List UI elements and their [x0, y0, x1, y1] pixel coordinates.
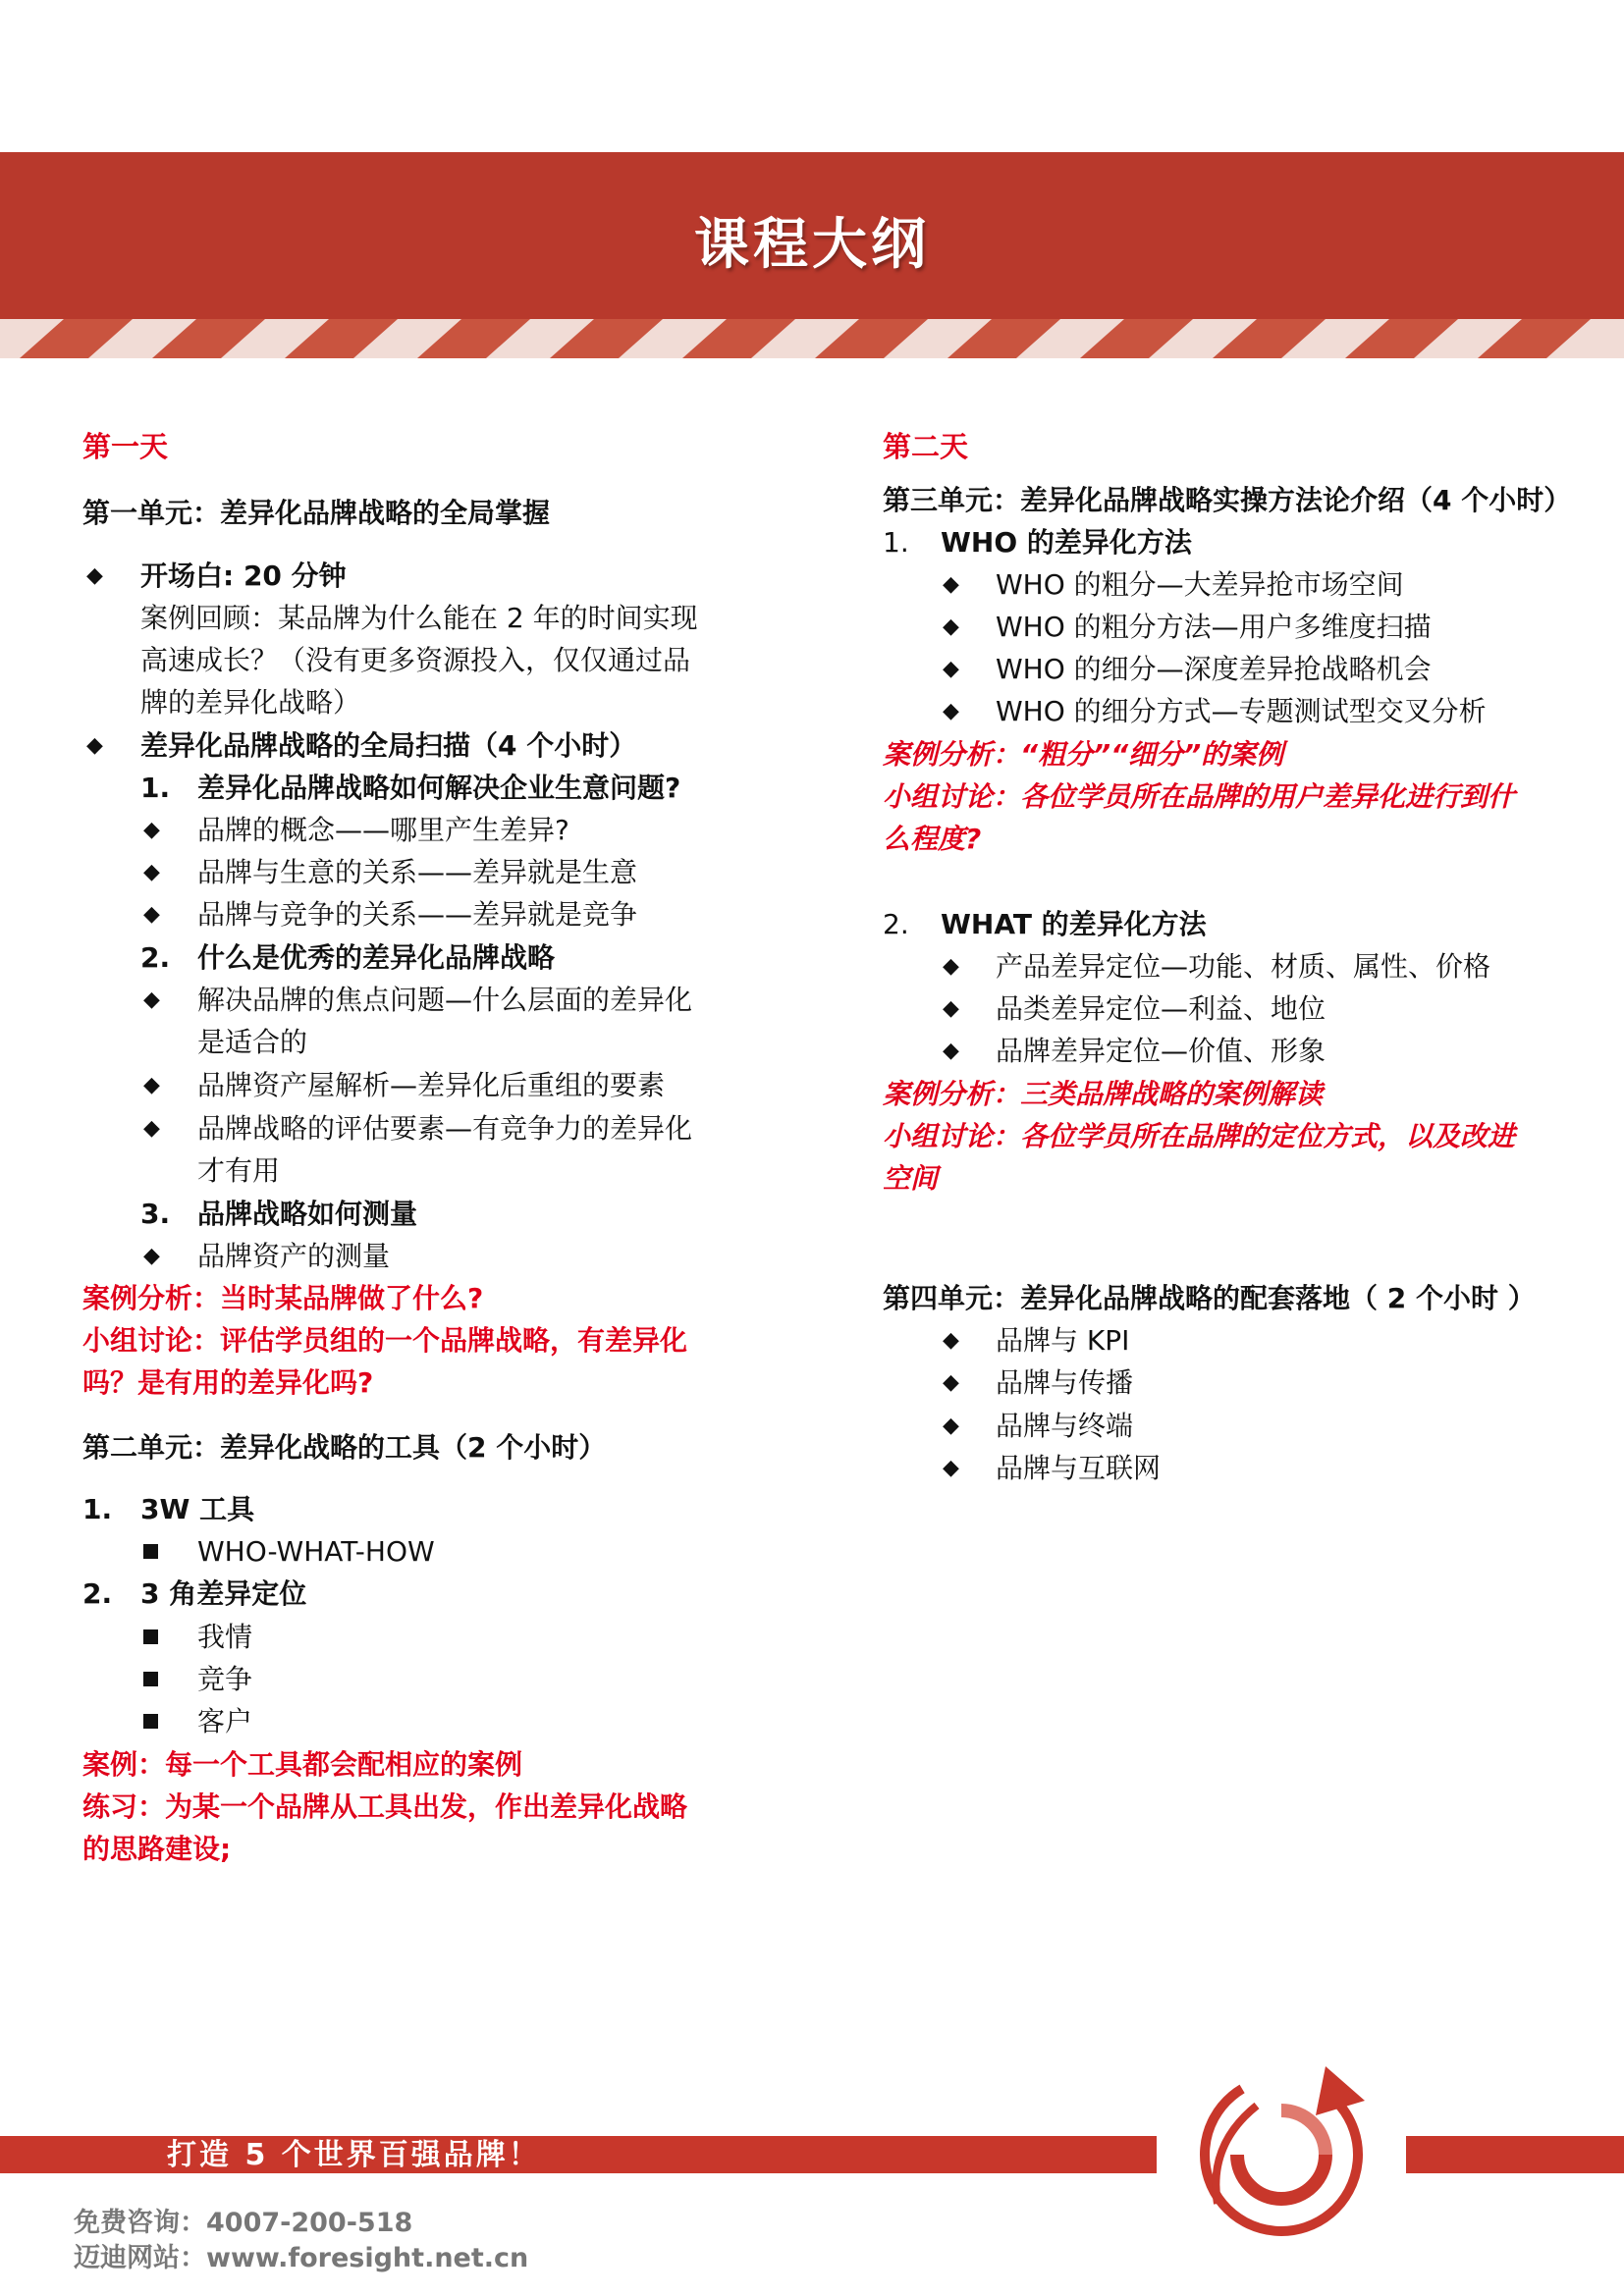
- decorative-stripe: [0, 319, 1624, 358]
- opening-title: 开场白: 20 分钟: [140, 560, 347, 592]
- m2-title: WHAT 的差异化方法: [941, 908, 1207, 940]
- m2-case: 案例分析：三类品牌战略的案例解读: [883, 1078, 1324, 1110]
- diamond-bullet-icon: ◆: [143, 988, 160, 1012]
- unit1-discuss-2: 吗？是有用的差异化吗?: [82, 1366, 374, 1399]
- diamond-bullet-icon: ◆: [943, 614, 959, 639]
- diamond-bullet-icon: ◆: [143, 818, 160, 842]
- unit2-title: 第二单元：差异化战略的工具（2 个小时）: [82, 1431, 607, 1464]
- q2-item-3a: 品牌战略的评估要素—有竞争力的差异化: [197, 1112, 693, 1145]
- m1-discuss-1: 小组讨论：各位学员所在品牌的用户差异化进行到什: [883, 780, 1516, 813]
- q1-number: 1.: [140, 772, 171, 804]
- diamond-bullet-icon: ◆: [143, 1116, 160, 1141]
- website-label: 迈迪网站：: [74, 2243, 206, 2273]
- scan-title: 差异化品牌战略的全局扫描（4 个小时）: [140, 729, 637, 762]
- phone-label: 免费咨询：: [74, 2208, 206, 2238]
- diamond-bullet-icon: ◆: [143, 1073, 160, 1097]
- diamond-bullet-icon: ◆: [143, 902, 160, 927]
- q1-item-3: 品牌与竞争的关系——差异就是竞争: [197, 898, 638, 931]
- diamond-bullet-icon: ◆: [86, 733, 103, 758]
- unit1-discuss-1: 小组讨论：评估学员组的一个品牌战略，有差异化: [82, 1324, 688, 1357]
- diamond-bullet-icon: ◆: [943, 657, 959, 681]
- unit3-title: 第三单元：差异化品牌战略实操方法论介绍（4 个小时）: [883, 484, 1572, 516]
- diamond-bullet-icon: ◆: [943, 1039, 959, 1063]
- diamond-bullet-icon: ◆: [143, 1244, 160, 1268]
- q2-title: 什么是优秀的差异化品牌战略: [197, 941, 556, 974]
- unit2-case: 案例：每一个工具都会配相应的案例: [82, 1748, 523, 1781]
- m1-item-3: WHO 的细分—深度差异抢战略机会: [996, 653, 1432, 685]
- unit4-item-1: 品牌与 KPI: [996, 1324, 1130, 1357]
- m2-item-1: 产品差异定位—功能、材质、属性、价格: [996, 950, 1491, 983]
- m2-number: 2.: [883, 908, 909, 940]
- t2-item-2: 竞争: [197, 1663, 253, 1695]
- unit4-item-4: 品牌与互联网: [996, 1452, 1162, 1484]
- footer-bar-right: [1406, 2136, 1624, 2173]
- q2-number: 2.: [140, 941, 171, 974]
- t2-number: 2.: [82, 1577, 113, 1610]
- unit1-title: 第一单元：差异化品牌战略的全局掌握: [82, 497, 551, 529]
- unit4-title: 第四单元：差异化品牌战略的配套落地（ 2 个小时 ）: [883, 1282, 1536, 1314]
- website-line: [74, 2241, 528, 2276]
- q2-item-2: 品牌资产屋解析—差异化后重组的要素: [197, 1069, 666, 1101]
- q1-item-2: 品牌与生意的关系——差异就是生意: [197, 856, 638, 888]
- m1-item-4: WHO 的细分方式—专题测试型交叉分析: [996, 695, 1487, 727]
- q3-item-1: 品牌资产的测量: [197, 1240, 391, 1272]
- m1-discuss-2: 么程度?: [883, 823, 982, 855]
- diamond-bullet-icon: ◆: [143, 860, 160, 884]
- q2-item-3b: 才有用: [197, 1154, 281, 1187]
- unit2-practice-2: 的思路建设;: [82, 1833, 232, 1865]
- t1-title: 3W 工具: [140, 1493, 255, 1525]
- page-title: 课程大纲: [694, 213, 930, 277]
- m1-title: WHO 的差异化方法: [941, 526, 1192, 559]
- t2-item-1: 我情: [197, 1621, 253, 1653]
- day2-label: 第二天: [883, 430, 969, 463]
- website-url[interactable]: www.foresight.net.cn: [206, 2243, 529, 2273]
- footer-slogan: 打造 5 个世界百强品牌！: [167, 2138, 541, 2172]
- diamond-bullet-icon: ◆: [86, 563, 103, 588]
- m1-item-2: WHO 的粗分方法—用户多维度扫描: [996, 611, 1432, 643]
- unit4-item-3: 品牌与终端: [996, 1410, 1134, 1442]
- q1-item-1: 品牌的概念——哪里产生差异?: [197, 814, 569, 846]
- opening-desc-1: 案例回顾：某品牌为什么能在 2 年的时间实现: [140, 602, 698, 634]
- diamond-bullet-icon: ◆: [943, 1456, 959, 1480]
- diamond-bullet-icon: ◆: [943, 996, 959, 1021]
- t1-item-1: WHO-WHAT-HOW: [197, 1535, 435, 1568]
- t2-item-3: 客户: [197, 1705, 253, 1737]
- square-bullet-icon: [143, 1629, 158, 1644]
- square-bullet-icon: [143, 1544, 158, 1559]
- square-bullet-icon: [143, 1672, 158, 1686]
- t2-title: 3 角差异定位: [140, 1577, 307, 1610]
- diamond-bullet-icon: ◆: [943, 1370, 959, 1395]
- q2-item-1a: 解决品牌的焦点问题—什么层面的差异化: [197, 984, 693, 1016]
- opening-desc-2: 高速成长？（没有更多资源投入，仅仅通过品: [140, 644, 691, 676]
- m1-item-1: WHO 的粗分—大差异抢市场空间: [996, 568, 1404, 601]
- unit2-practice-1: 练习：为某一个品牌从工具出发，作出差异化战略: [82, 1790, 688, 1823]
- m1-case: 案例分析：“粗分”“细分”的案例: [883, 738, 1284, 771]
- phone-number: 4007-200-518: [206, 2208, 413, 2238]
- q1-title: 差异化品牌战略如何解决企业生意问题?: [197, 772, 681, 804]
- day1-label: 第一天: [82, 430, 169, 463]
- phone-line: [74, 2206, 412, 2241]
- unit1-case: 案例分析：当时某品牌做了什么?: [82, 1282, 484, 1314]
- q2-item-1b: 是适合的: [197, 1026, 308, 1058]
- t1-number: 1.: [82, 1493, 113, 1525]
- unit4-item-2: 品牌与传播: [996, 1366, 1134, 1399]
- circular-arrow-logo-icon: [1178, 2056, 1384, 2243]
- diamond-bullet-icon: ◆: [943, 954, 959, 979]
- q3-title: 品牌战略如何测量: [197, 1198, 418, 1230]
- m2-discuss-1: 小组讨论：各位学员所在品牌的定位方式，以及改进: [883, 1120, 1516, 1152]
- diamond-bullet-icon: ◆: [943, 1414, 959, 1438]
- diamond-bullet-icon: ◆: [943, 572, 959, 597]
- m2-item-2: 品类差异定位—利益、地位: [996, 992, 1326, 1025]
- opening-desc-3: 牌的差异化战略）: [140, 686, 361, 719]
- m2-discuss-2: 空间: [883, 1162, 939, 1195]
- diamond-bullet-icon: ◆: [943, 699, 959, 723]
- diamond-bullet-icon: ◆: [943, 1328, 959, 1353]
- m1-number: 1.: [883, 526, 909, 559]
- q3-number: 3.: [140, 1198, 171, 1230]
- square-bullet-icon: [143, 1714, 158, 1729]
- m2-item-3: 品牌差异定位—价值、形象: [996, 1035, 1326, 1067]
